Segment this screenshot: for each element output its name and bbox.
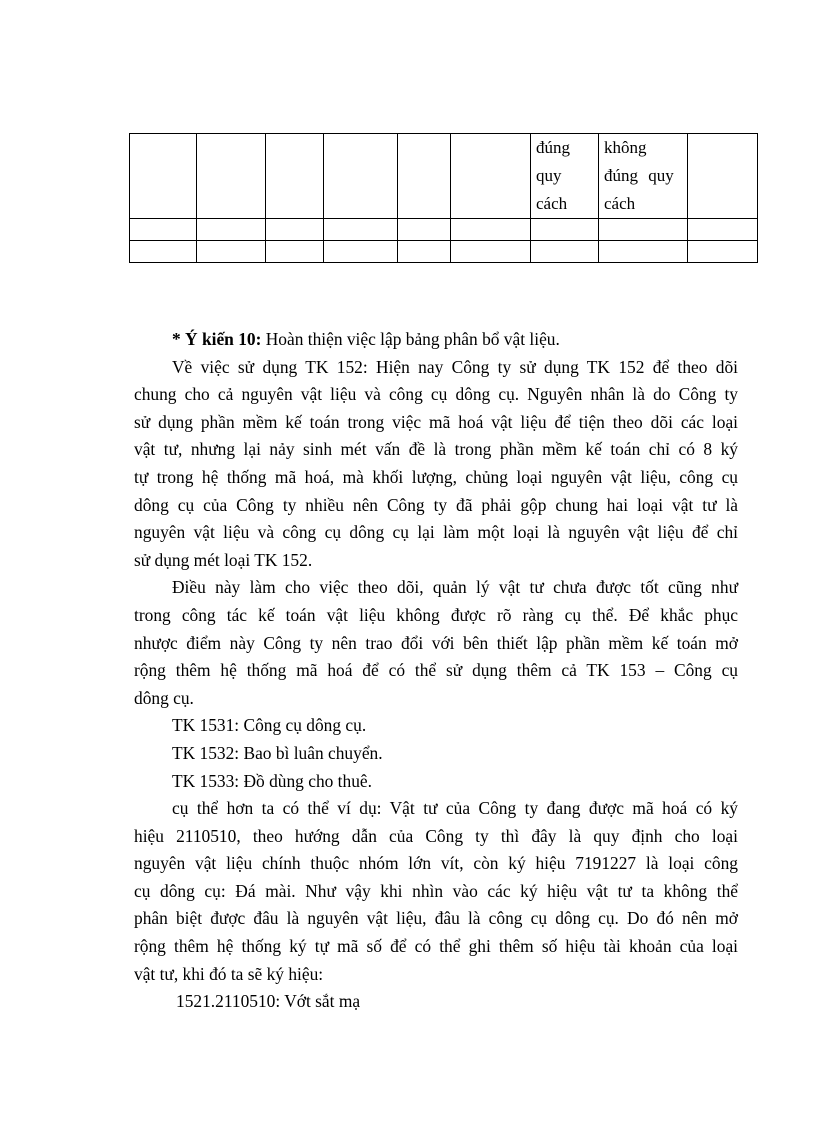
account-list	[134, 712, 738, 795]
table-cell	[324, 219, 398, 241]
paragraph-line: tự trong hệ thống mã hoá, mà khối lượng, chủng loại nguyên vật liệu, công cụ	[134, 466, 738, 487]
table-cell	[599, 219, 688, 241]
paragraph-line: Điều này làm cho việc theo dõi, quản lý vật tư chưa được tốt cũng như	[172, 577, 738, 598]
table-cell	[531, 241, 599, 263]
table-cell	[130, 134, 197, 219]
table-cell	[451, 134, 531, 219]
paragraph-line: rộng thêm hệ thống ký tự mã số để có thể ghi thêm số hiệu tài khoản của loại	[134, 936, 738, 957]
paragraph-khac-phuc	[134, 574, 738, 712]
paragraph-line: cụ dông cụ: Đá mài. Như vậy khi nhìn vào các ký hiệu vật tư ta không thể	[134, 880, 738, 901]
paragraph-example	[134, 795, 738, 988]
example-code	[134, 988, 738, 1016]
body-text	[134, 326, 738, 1016]
paragraph-line: nguyên vật liệu chính thuộc nhóm lớn vít, còn ký hiệu 7191227 là loại công	[134, 853, 738, 874]
account-item: TK 1531: Công cụ dông cụ.	[172, 715, 367, 736]
paragraph-line: sử dụng mét loại TK 152.	[134, 549, 313, 570]
paragraph-line: dông cụ của Công ty nhiều nên Công ty đã phải gộp chung hai loại vật tư là	[134, 494, 738, 515]
table-cell	[197, 219, 266, 241]
table-cell	[451, 241, 531, 263]
table-cell	[324, 134, 398, 219]
paragraph-line: nhược điểm này Công ty nên trao đổi với bên thiết lập phần mềm kế toán mở	[134, 632, 738, 653]
paragraph-line: chung cho cả nguyên vật liệu và công cụ dông cụ. Nguyên nhân là do Công ty	[134, 384, 738, 405]
account-item: TK 1533: Đồ dùng cho thuê.	[172, 770, 372, 791]
table-cell-dung-quy-cach	[531, 134, 599, 219]
cell-text-line: đúng quy	[604, 166, 674, 185]
account-item: TK 1532: Bao bì luân chuyển.	[172, 742, 383, 763]
paragraph-line: vật tư, nhưng lại nảy sinh mét vấn đề là trong phần mềm kế toán chỉ có 8 ký	[134, 439, 738, 460]
table-cell	[398, 134, 451, 219]
table-cell	[398, 219, 451, 241]
table-cell-khong-dung-quy-cach	[599, 134, 688, 219]
paragraph-line: vật tư, khi đó ta sẽ ký hiệu:	[134, 963, 324, 984]
paragraph-line: Về việc sử dụng TK 152: Hiện nay Công ty sử dụng TK 152 để theo dõi	[172, 356, 738, 377]
table-row	[130, 219, 758, 241]
table-cell	[688, 241, 758, 263]
paragraph-line: rộng thêm hệ thống mã hoá để có thể sử dụng thêm cả TK 153 – Công cụ	[134, 660, 738, 681]
table-cell	[599, 241, 688, 263]
table-cell	[266, 134, 324, 219]
paragraph-line: nguyên vật liệu và công cụ dông cụ lại làm một loại là nguyên vật liệu để chỉ	[134, 522, 738, 543]
cell-text-line: đúng	[536, 138, 570, 157]
table-cell	[130, 241, 197, 263]
table-cell	[130, 219, 197, 241]
table-row	[130, 241, 758, 263]
paragraph-line: phân biệt được đâu là nguyên vật liệu, đâu là công cụ dông cụ. Do đó nên mở	[134, 908, 738, 929]
heading-text: Hoàn thiện việc lập bảng phân bổ vật liệu.	[261, 329, 560, 349]
paragraph-line: sử dụng phần mềm kế toán trong việc mã hoá vật liệu để tiện theo dõi các loại	[134, 411, 738, 432]
paragraph-tk152	[134, 354, 738, 575]
paragraph-line: cụ thể hơn ta có thể ví dụ: Vật tư của Công ty đang được mã hoá có ký	[172, 798, 738, 819]
paragraph-line: trong công tác kế toán vật liệu không được rõ ràng cụ thể. Để khắc phục	[134, 604, 738, 625]
table-cell	[688, 134, 758, 219]
cell-text-line: cách	[536, 194, 568, 213]
table-cell	[266, 219, 324, 241]
cell-text-line: quy	[536, 166, 562, 185]
paragraph-line: hiệu 2110510, theo hướng dẫn của Công ty thì đây là quy định cho loại	[134, 825, 738, 846]
table-header-row	[130, 134, 758, 219]
table-cell	[451, 219, 531, 241]
table-cell	[324, 241, 398, 263]
table-cell	[398, 241, 451, 263]
material-table	[129, 133, 758, 263]
table-cell	[197, 241, 266, 263]
table-cell	[531, 219, 599, 241]
cell-text-line: cách	[604, 194, 636, 213]
paragraph-line: dông cụ.	[134, 687, 194, 708]
section-heading	[134, 326, 738, 354]
cell-text-line: không	[604, 138, 647, 157]
example-code-line: 1521.2110510: Vớt sắt mạ	[176, 991, 361, 1012]
heading-label: * Ý kiến 10:	[172, 329, 262, 349]
table-cell	[197, 134, 266, 219]
table-cell	[266, 241, 324, 263]
table-cell	[688, 219, 758, 241]
